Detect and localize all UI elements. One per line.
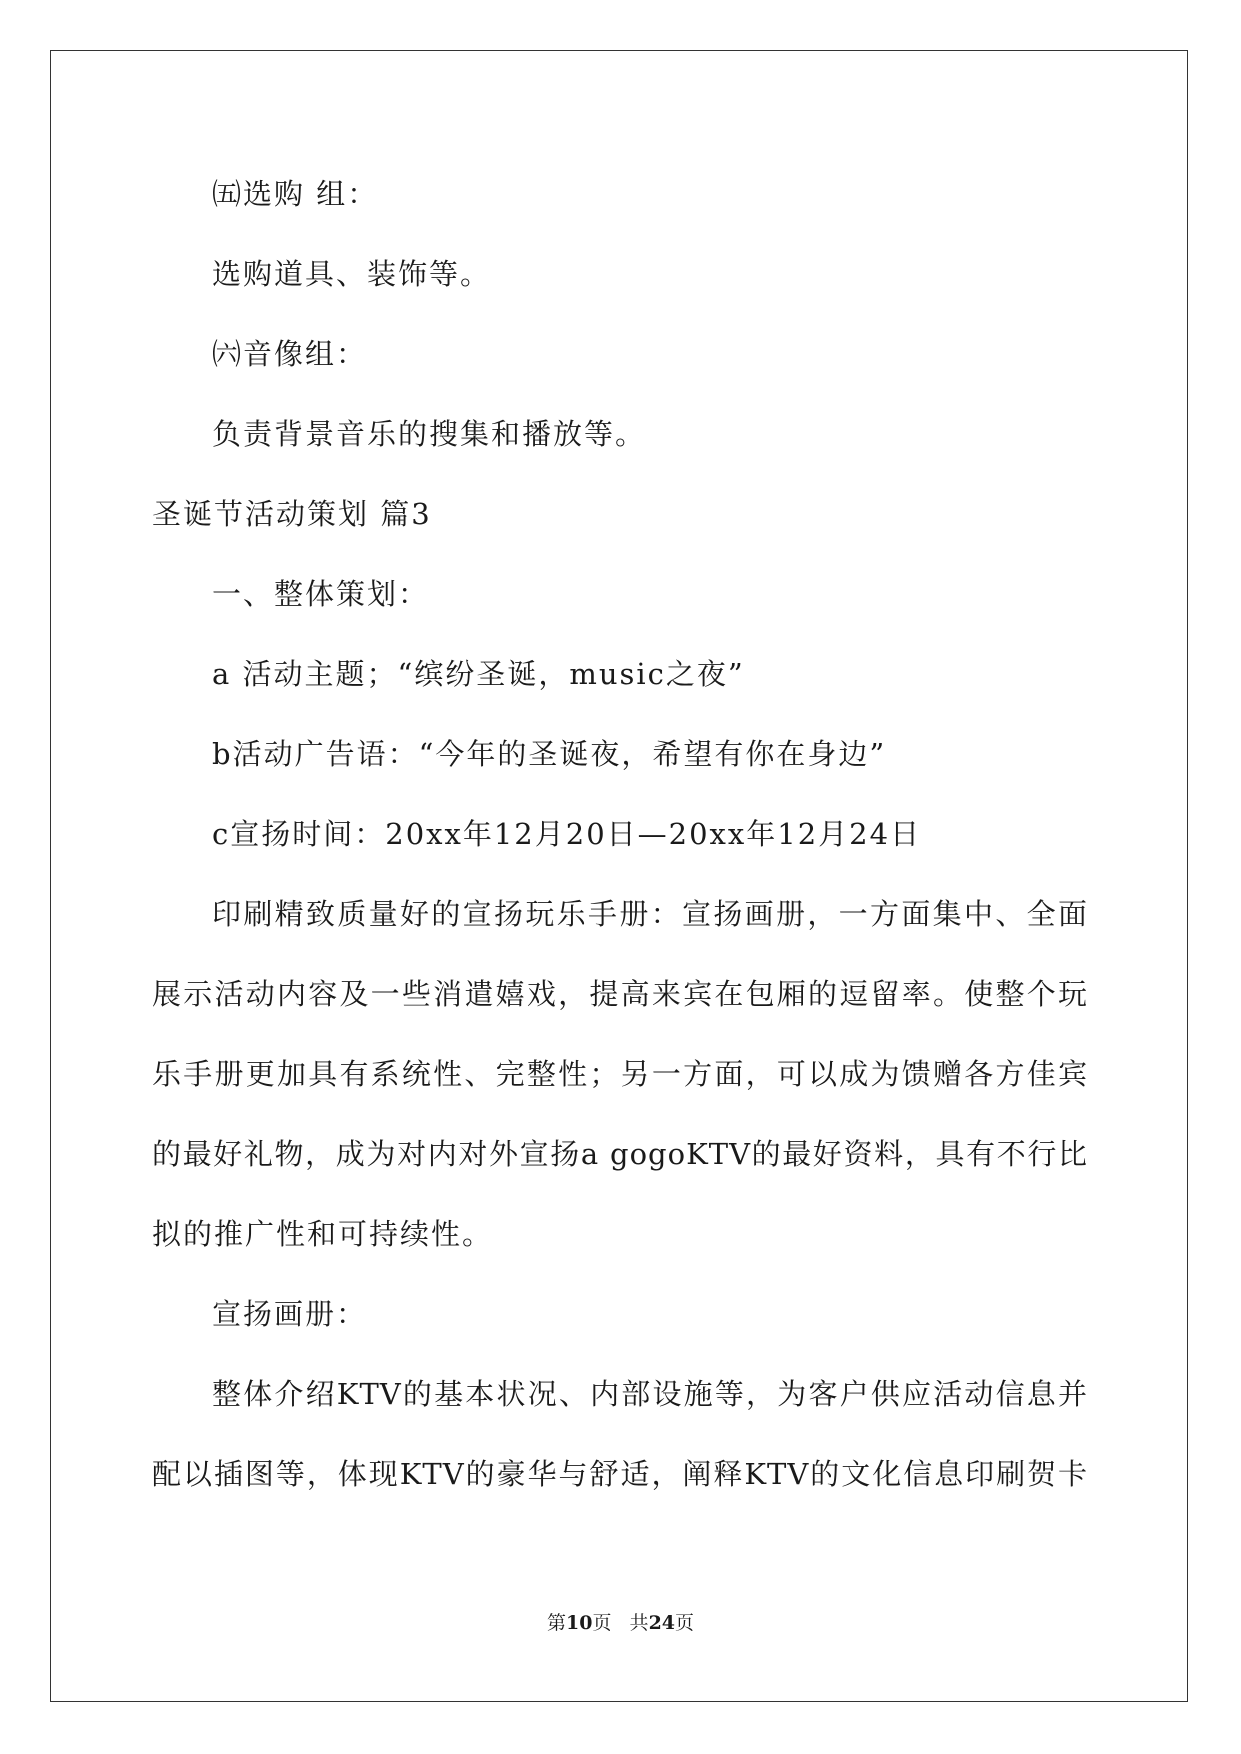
article-title: 圣诞节活动策划 篇3: [152, 497, 432, 531]
item-promo-time: c宣扬时间：20xx年12月20日—20xx年12月24日: [212, 817, 922, 851]
section-heading-overall: 一、整体策划：: [212, 577, 430, 611]
paragraph-handbook-line-5: 拟的推广性和可持续性。: [152, 1217, 494, 1251]
footer-prefix: 第: [546, 1612, 566, 1634]
paragraph-purchase: 选购道具、装饰等。: [212, 257, 492, 291]
paragraph-handbook-line-2: 展示活动内容及一些消遣嬉戏，提高来宾在包厢的逗留率。使整个玩: [152, 977, 1088, 1011]
paragraph-handbook-line-4: 的最好礼物，成为对内对外宣扬a gogoKTV的最好资料，具有不行比: [152, 1137, 1088, 1171]
paragraph-handbook-line-1: 印刷精致质量好的宣扬玩乐手册：宣扬画册，一方面集中、全面: [212, 897, 1088, 931]
paragraph-handbook-line-3: 乐手册更加具有系统性、完整性；另一方面，可以成为馈赠各方佳宾: [152, 1057, 1088, 1091]
current-page-number: 10: [565, 1612, 593, 1634]
item-theme: a 活动主题；“缤纷圣诞，music之夜”: [212, 657, 745, 691]
section-heading-purchase: ㈤选购 组：: [212, 177, 379, 211]
item-slogan: b活动广告语：“今年的圣诞夜，希望有你在身边”: [212, 737, 887, 771]
paragraph-brochure-line-1: 整体介绍KTV的基本状况、内部设施等，为客户供应活动信息并: [212, 1377, 1088, 1411]
footer-suffix: 页: [675, 1612, 695, 1634]
paragraph-brochure-line-2: 配以插图等，体现KTV的豪华与舒适，阐释KTV的文化信息印刷贺卡: [152, 1457, 1088, 1491]
section-heading-audio: ㈥音像组：: [212, 337, 368, 371]
footer-middle: 页 共: [592, 1612, 649, 1634]
page-footer: [0, 1611, 1241, 1635]
section-heading-brochure: 宣扬画册：: [212, 1297, 368, 1331]
total-page-number: 24: [648, 1612, 676, 1634]
paragraph-audio: 负责背景音乐的搜集和播放等。: [212, 417, 647, 451]
